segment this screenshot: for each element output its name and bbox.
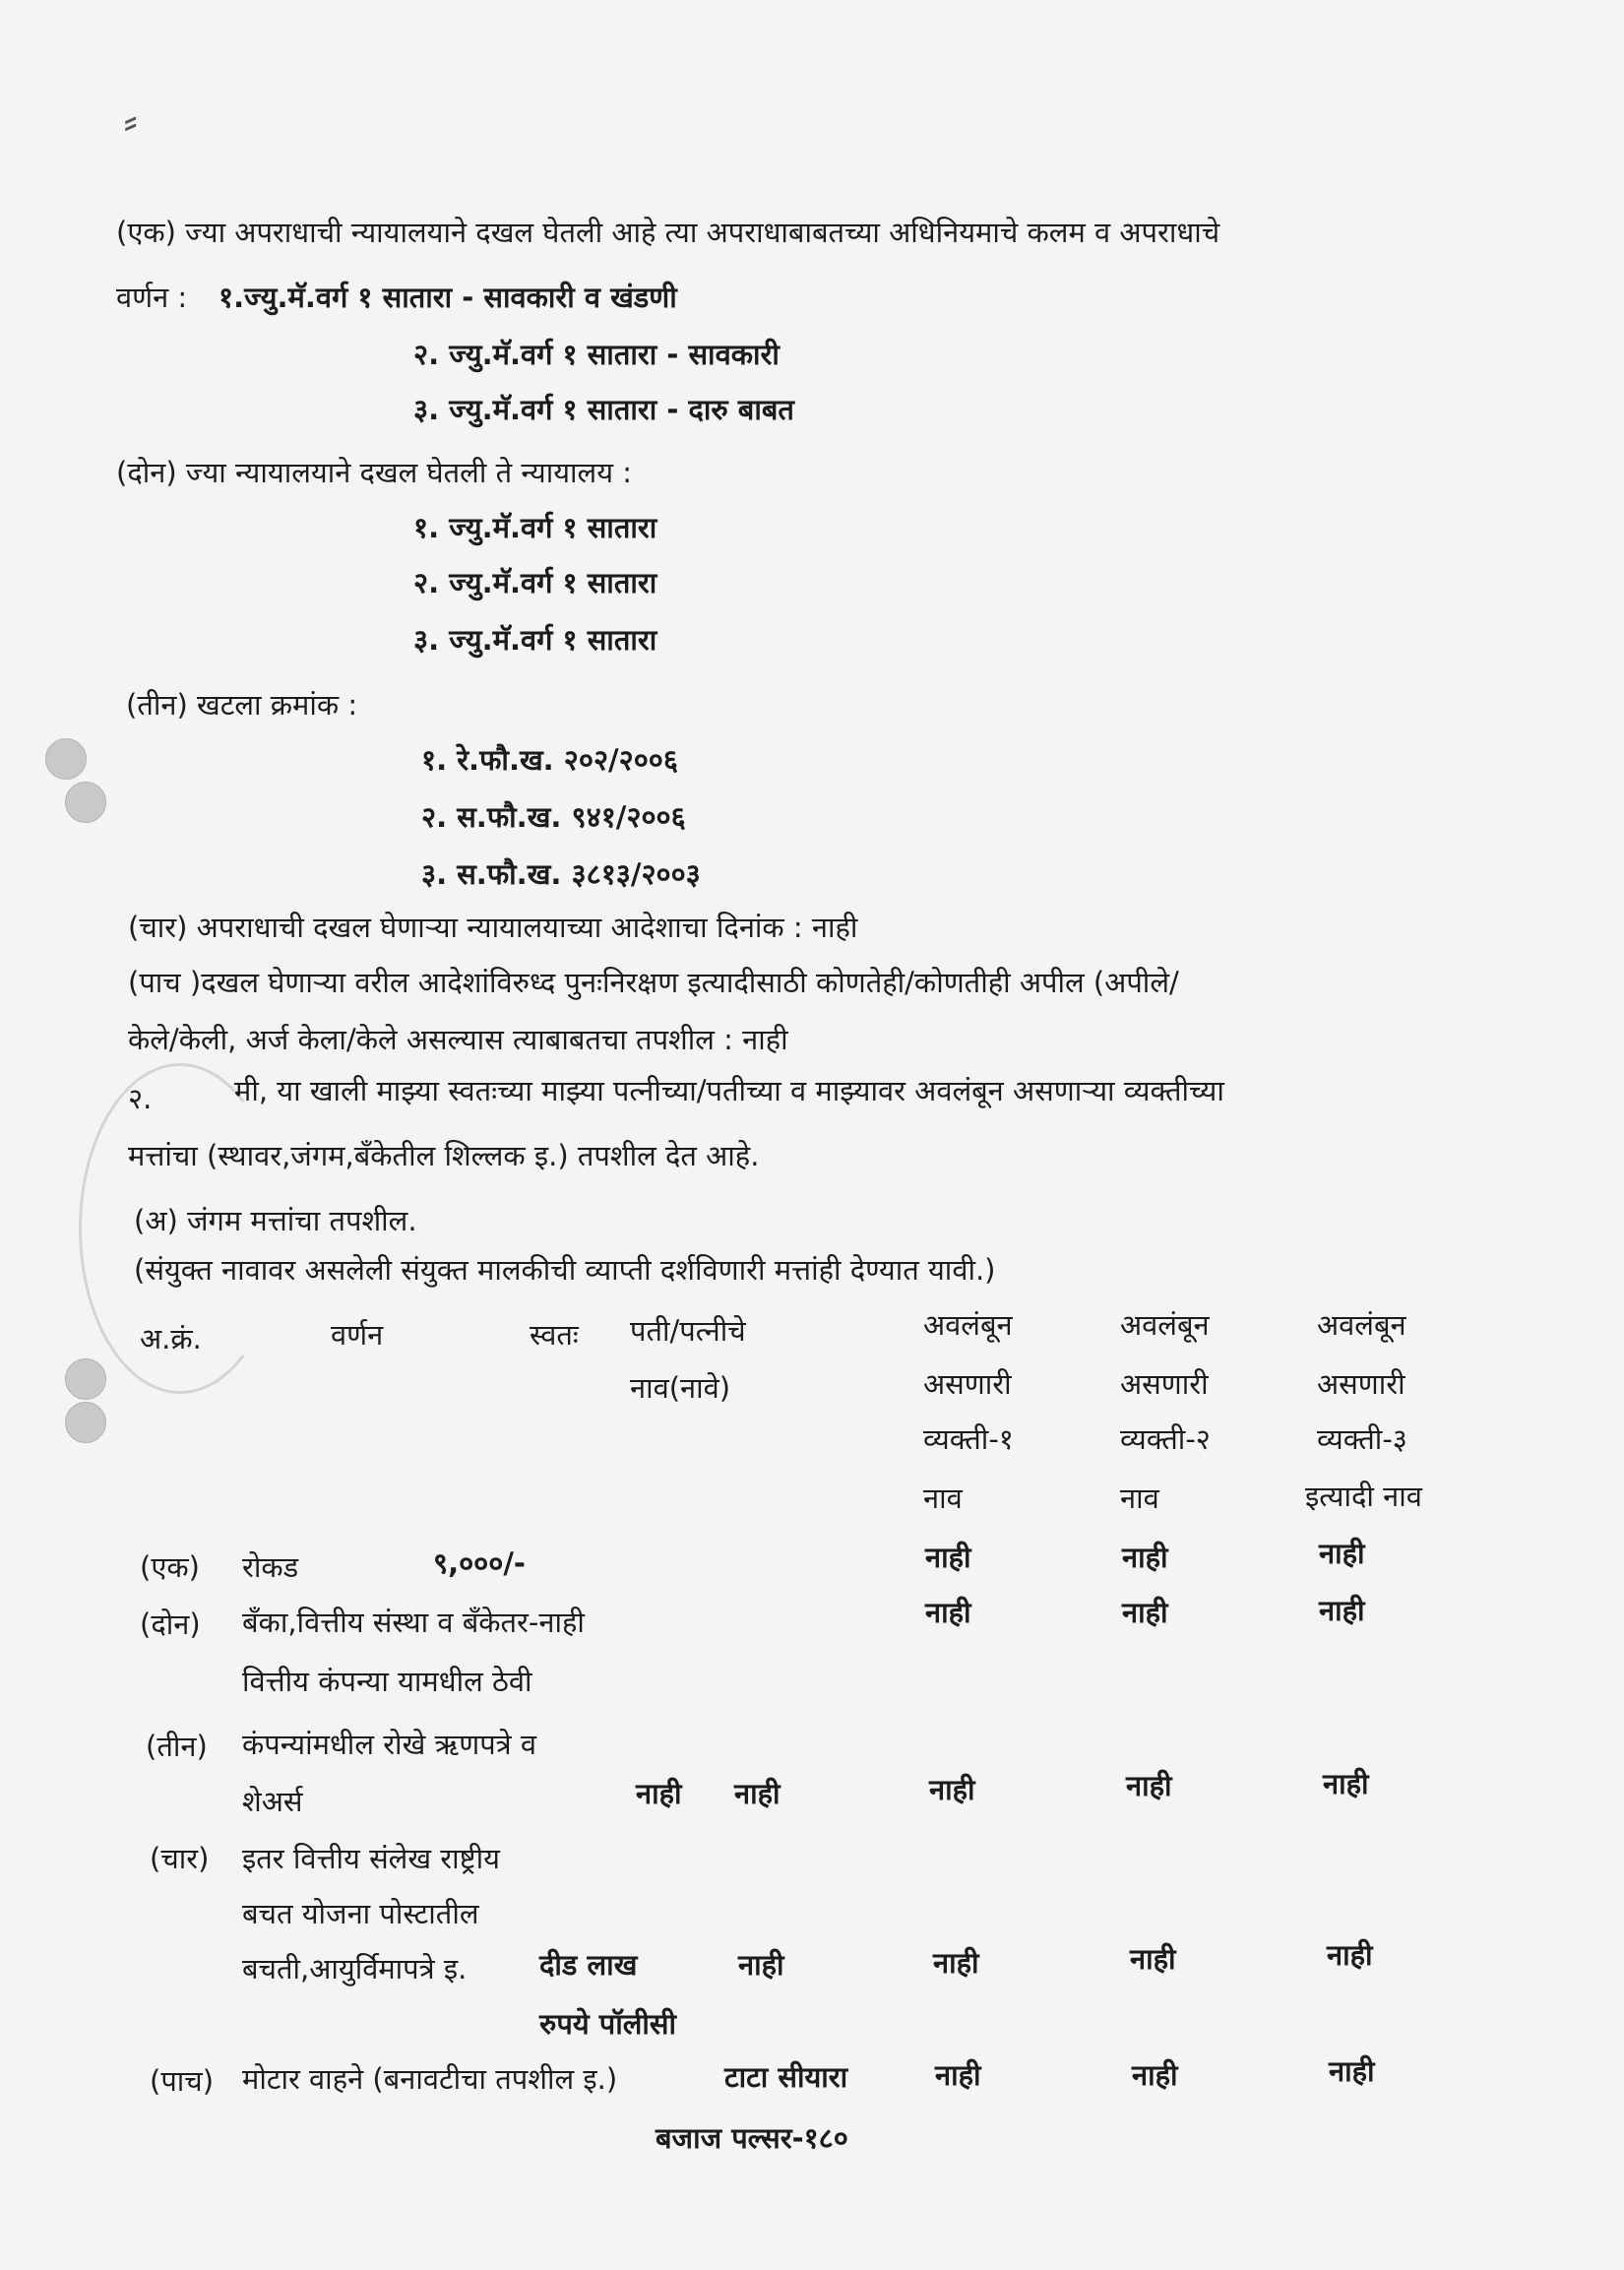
row-4-self-value-2: रुपये पॉलीसी — [539, 2007, 677, 2041]
section-don-item-1: १. ज्यु.मॅ.वर्ग १ सातारा — [413, 511, 657, 544]
header-dep1-2: असणारी — [923, 1367, 1012, 1401]
row-4-dep2: नाही — [1130, 1942, 1176, 1976]
row-5-self-value-2: बजाज पल्सर-१८० — [656, 2121, 848, 2155]
row-3-dep2: नाही — [1126, 1769, 1172, 1802]
row-5-description: मोटार वाहने (बनावटीचा तपशील इ.) — [242, 2062, 618, 2096]
row-2-dep1: नाही — [925, 1596, 971, 1629]
row-1-dep1: नाही — [925, 1541, 971, 1574]
row-3-dep3: नाही — [1323, 1767, 1369, 1800]
header-serial: अ.क्रं. — [140, 1322, 202, 1356]
row-2-serial: (दोन) — [140, 1608, 201, 1641]
section-ek-item-2: २. ज्यु.मॅ.वर्ग १ सातारा - सावकारी — [413, 338, 780, 371]
section-ek-item-3: ३. ज्यु.मॅ.वर्ग १ सातारा - दारु बाबत — [413, 393, 794, 426]
case-number-1: १. रे.फौ.ख. २०२/२००६ — [421, 743, 678, 777]
row-2-dep2: नाही — [1122, 1596, 1168, 1629]
row-5-dep3: नाही — [1329, 2054, 1375, 2088]
header-spouse-1: पती/पत्नीचे — [630, 1314, 746, 1348]
header-dep1-1: अवलंबून — [923, 1308, 1013, 1342]
row-5-self-value-1: टाटा सीयारा — [724, 2060, 848, 2094]
para2-sub-a: (अ) जंगम मत्तांचा तपशील. — [134, 1204, 417, 1237]
row-4-serial: (चार) — [150, 1842, 210, 1875]
para2-line1: मी, या खाली माझ्या स्वतःच्या माझ्या पत्नीच्या/पतीच्या व माझ्यावर अवलंबून असणाऱ्या व्यक्तीच्या — [234, 1074, 1224, 1107]
section-don-heading: (दोन) ज्या न्यायालयाने दखल घेतली ते न्यायालय : — [116, 456, 633, 489]
section-pach-line1: (पाच )दखल घेणाऱ्या वरील आदेशांविरुध्द पुनःनिरक्षण इत्यादीसाठी कोणतेही/कोणतीही अपील (अपीले/ — [128, 966, 1179, 999]
header-dep2-2: असणारी — [1120, 1367, 1209, 1401]
section-ek-line1: (एक) ज्या अपराधाची न्यायालयाने दखल घेतली आहे त्या अपराधाबाबतच्या अधिनियमाचे कलम व अपराधाचे — [116, 216, 1220, 249]
header-description: वर्णन — [331, 1318, 384, 1352]
para2-number: २. — [128, 1082, 153, 1115]
row-4-spouse-value: नाही — [738, 1948, 784, 1982]
row-1-dep3: नाही — [1319, 1537, 1365, 1570]
case-number-2: २. स.फौ.ख. ९४१/२००६ — [421, 800, 686, 834]
row-4-dep1: नाही — [933, 1946, 979, 1980]
header-dep2-1: अवलंबून — [1120, 1308, 1210, 1342]
row-3-serial: (तीन) — [146, 1730, 208, 1763]
para2-line2: मत्तांचा (स्थावर,जंगम,बँकेतील शिल्लक इ.) तपशील देत आहे. — [128, 1139, 760, 1172]
row-2-dep3: नाही — [1319, 1594, 1365, 1627]
row-2-description-2: वित्तीय कंपन्या यामधील ठेवी — [242, 1665, 532, 1698]
row-5-dep1: नाही — [935, 2058, 981, 2092]
punch-hole — [45, 738, 87, 780]
header-dep2-4: नाव — [1120, 1482, 1159, 1515]
header-spouse-2: नाव(नावे) — [630, 1371, 731, 1405]
row-4-dep3: नाही — [1327, 1938, 1373, 1972]
row-3-spouse-value: नाही — [734, 1777, 781, 1810]
row-5-serial: (पाच) — [150, 2064, 215, 2098]
section-ek-item-1: १.ज्यु.मॅ.वर्ग १ सातारा - सावकारी व खंडणी — [219, 281, 677, 314]
row-1-dep2: नाही — [1122, 1541, 1168, 1574]
section-ek-varnan-label: वर्णन : — [116, 281, 188, 314]
section-pach-line2: केले/केली, अर्ज केला/केले असल्यास त्याबाबतचा तपशील : नाही — [128, 1023, 788, 1056]
row-3-description-2: शेअर्स — [242, 1785, 303, 1818]
punch-hole — [65, 782, 106, 823]
row-5-dep2: नाही — [1132, 2058, 1178, 2092]
scan-mark: ⸗ — [124, 98, 138, 144]
header-dep3-3: व्यक्ती-३ — [1317, 1422, 1407, 1456]
row-1-self-value: ९,०००/- — [433, 1546, 526, 1580]
header-dep3-4: इत्यादी नाव — [1305, 1480, 1422, 1513]
header-dep3-2: असणारी — [1317, 1367, 1405, 1401]
row-4-description-1: इतर वित्तीय संलेख राष्ट्रीय — [242, 1842, 500, 1875]
section-don-item-3: ३. ज्यु.मॅ.वर्ग १ सातारा — [413, 623, 657, 657]
row-1-description: रोकड — [242, 1550, 299, 1584]
row-3-description-1: कंपन्यांमधील रोखे ऋणपत्रे व — [242, 1728, 537, 1761]
row-4-description-3: बचती,आयुर्विमापत्रे इ. — [242, 1952, 468, 1986]
header-dep1-3: व्यक्ती-१ — [923, 1422, 1014, 1456]
header-dep2-3: व्यक्ती-२ — [1120, 1422, 1211, 1456]
row-3-dep1: नाही — [929, 1773, 975, 1806]
header-self: स्वतः — [530, 1318, 579, 1352]
section-don-item-2: २. ज्यु.मॅ.वर्ग १ सातारा — [413, 566, 657, 599]
row-4-description-2: बचत योजना पोस्टातील — [242, 1897, 479, 1930]
row-1-serial: (एक) — [140, 1550, 200, 1584]
section-teen-heading: (तीन) खटला क्रमांक : — [126, 688, 358, 722]
punch-hole — [65, 1358, 106, 1400]
header-dep3-1: अवलंबून — [1317, 1308, 1406, 1342]
row-3-self-value: नाही — [636, 1777, 682, 1810]
row-2-description-1: बँका,वित्तीय संस्था व बँकेतर-नाही — [242, 1606, 585, 1639]
para2-note: (संयुक्त नावावर असलेली संयुक्त मालकीची व्याप्ती दर्शविणारी मत्तांही देण्यात यावी.) — [134, 1253, 996, 1287]
punch-hole — [65, 1402, 106, 1443]
section-char: (चार) अपराधाची दखल घेणाऱ्या न्यायालयाच्या आदेशाचा दिनांक : नाही — [128, 911, 858, 944]
row-4-self-value-1: दीड लाख — [539, 1948, 638, 1982]
case-number-3: ३. स.फौ.ख. ३८१३/२००३ — [421, 857, 701, 891]
header-dep1-4: नाव — [923, 1482, 963, 1515]
